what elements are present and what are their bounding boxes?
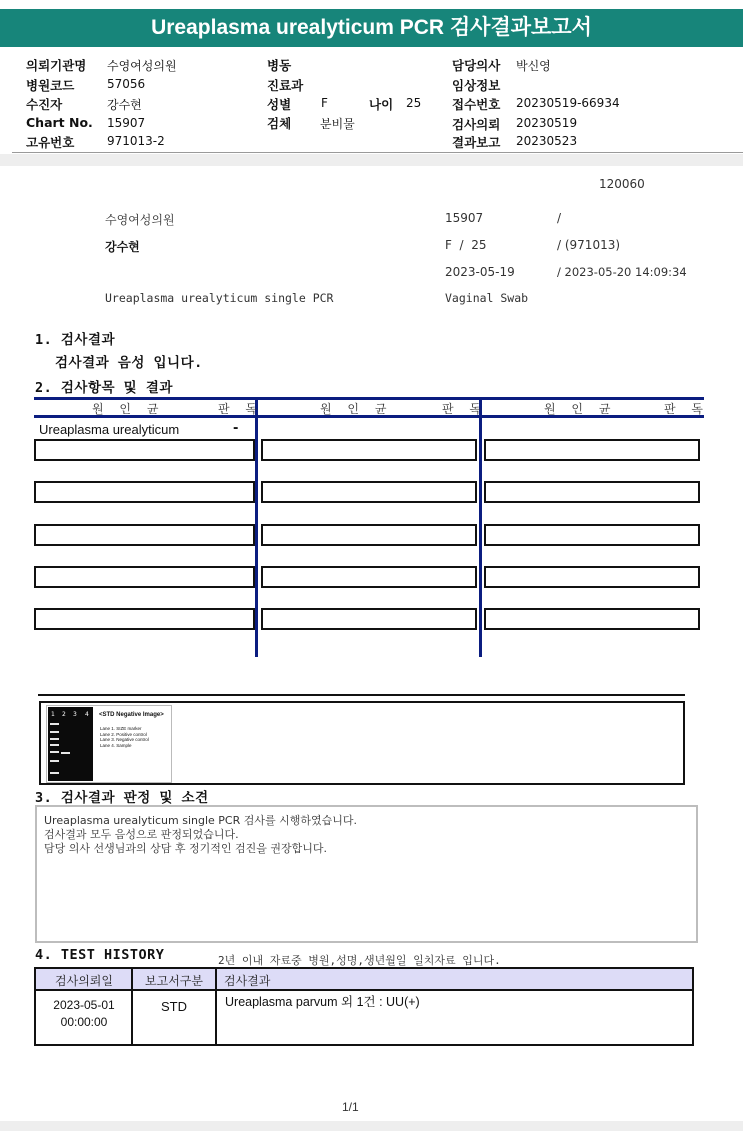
gel-legend-item: Lane 4. Sample — [100, 742, 132, 748]
empty-result-box — [484, 439, 700, 461]
label-hospital-code: 병원코드 — [26, 78, 75, 93]
label-report-date: 결과보고 — [452, 135, 501, 150]
gel-legend — [100, 726, 149, 748]
empty-result-box — [261, 566, 477, 588]
value-hospital-code: 57056 — [107, 77, 146, 91]
history-time: 00:00:00 — [60, 1015, 108, 1029]
col-header-pathogen: 원 인 균 — [320, 402, 393, 416]
value-institution: 수영여성의원 — [107, 59, 177, 73]
col-header-pathogen: 원 인 균 — [92, 402, 165, 416]
gel-band — [50, 731, 59, 733]
lane-label: 2 — [62, 711, 66, 718]
label-clinical-info: 임상정보 — [452, 78, 501, 93]
label-unique-no: 고유번호 — [26, 135, 75, 150]
value-patient: 강수현 — [107, 98, 142, 112]
value-unique-no: 971013-2 — [107, 134, 165, 148]
label-sex: 성별 — [267, 97, 292, 112]
history-header-date: 검사의뢰일 — [55, 974, 113, 988]
label-age: 나이 — [369, 97, 394, 112]
opinion-box — [35, 805, 698, 943]
gel-band — [50, 760, 59, 762]
info-request-date: 2023-05-19 — [445, 265, 515, 279]
gel-band — [50, 751, 59, 753]
history-date: 2023-05-01 — [53, 998, 115, 1012]
opinion-line: Ureaplasma urealyticum single PCR 검사를 시행하였습니다. — [44, 814, 357, 827]
result-pathogen: Ureaplasma urealyticum — [39, 422, 180, 437]
info-sex-age: F / 25 — [445, 238, 487, 252]
gel-legend-item: Lane 1. SIZE marker — [100, 726, 142, 731]
gel-band — [50, 723, 59, 725]
history-col-divider — [131, 969, 133, 1044]
info-specimen: Vaginal Swab — [445, 291, 529, 305]
info-chart: 15907 — [445, 211, 484, 225]
history-header-result: 검사결과 — [224, 974, 271, 988]
empty-result-box — [34, 524, 255, 546]
value-specimen: 분비물 — [320, 117, 355, 131]
empty-result-box — [34, 481, 255, 503]
footer-shade — [0, 1121, 743, 1131]
empty-result-box — [261, 608, 477, 630]
gel-legend-item: Lane 2. Positive control — [100, 731, 147, 737]
info-patient: 강수현 — [105, 240, 140, 254]
gel-image-card — [46, 705, 172, 783]
value-sex: F — [321, 96, 328, 110]
lane-label: 1 — [51, 711, 55, 718]
gel-legend-item: Lane 3. Negative control — [100, 737, 149, 742]
history-header-type: 보고서구분 — [145, 974, 203, 988]
history-result: Ureaplasma parvum 외 1건 : UU(+) — [225, 995, 420, 1009]
label-request-date: 검사의뢰 — [452, 117, 501, 132]
col-header-judgment: 판 독 — [442, 402, 487, 416]
empty-result-box — [484, 566, 700, 588]
gel-image — [48, 707, 93, 781]
value-chart-no: 15907 — [107, 116, 146, 130]
report-title: Ureaplasma urealyticum PCR 검사결과보고서 — [0, 9, 743, 47]
value-age: 25 — [406, 96, 422, 110]
gel-band — [50, 744, 59, 746]
empty-result-box — [34, 566, 255, 588]
result-judgment: - — [233, 421, 239, 436]
section2-title: 2. 검사항목 및 결과 — [35, 380, 173, 396]
value-receipt-no: 20230519-66934 — [516, 96, 620, 110]
history-col-divider — [215, 969, 217, 1044]
page-number: 1/1 — [342, 1100, 359, 1114]
info-report-datetime: / 2023-05-20 14:09:34 — [557, 265, 687, 279]
col-header-judgment: 판 독 — [664, 402, 709, 416]
opinion-text — [44, 814, 357, 856]
value-doctor: 박신영 — [516, 59, 551, 73]
empty-result-box — [484, 481, 700, 503]
header-shade — [0, 154, 743, 166]
label-chart-no: Chart No. — [26, 115, 93, 130]
empty-result-box — [261, 524, 477, 546]
info-test-name: Ureaplasma urealyticum single PCR — [105, 291, 334, 305]
section4-title: 4. TEST HISTORY — [35, 947, 165, 963]
header-divider — [12, 152, 743, 153]
label-institution: 의뢰기관명 — [26, 58, 87, 73]
column-divider — [479, 397, 482, 657]
history-table — [34, 967, 694, 1046]
info-slash: / — [557, 211, 562, 225]
empty-result-box — [484, 524, 700, 546]
lane-label: 4 — [85, 711, 89, 718]
column-divider — [255, 397, 258, 657]
section1-title: 1. 검사결과 — [35, 332, 116, 348]
report-code: 120060 — [599, 177, 645, 191]
label-receipt-no: 접수번호 — [452, 97, 501, 112]
value-request-date: 20230519 — [516, 116, 578, 130]
empty-result-box — [261, 439, 477, 461]
gel-band — [61, 752, 70, 754]
label-specimen: 검체 — [267, 116, 292, 131]
empty-result-box — [34, 608, 255, 630]
section3-title: 3. 검사결과 판정 및 소견 — [35, 790, 209, 806]
col-header-judgment: 판 독 — [218, 402, 263, 416]
empty-result-box — [34, 439, 255, 461]
history-type: STD — [161, 999, 187, 1014]
value-report-date: 20230523 — [516, 134, 578, 148]
empty-result-box — [261, 481, 477, 503]
opinion-line: 담당 의사 선생님과의 상담 후 정기적인 검진을 권장합니다. — [44, 842, 327, 855]
label-patient: 수진자 — [26, 97, 63, 112]
label-department: 진료과 — [267, 78, 304, 93]
opinion-line: 검사결과 모두 음성으로 판정되었습니다. — [44, 828, 239, 841]
info-clinic: 수영여성의원 — [105, 213, 175, 227]
label-doctor: 담당의사 — [452, 58, 501, 73]
col-header-pathogen: 원 인 균 — [544, 402, 617, 416]
gel-title: <STD Negative Image> — [99, 712, 164, 718]
label-ward: 병동 — [267, 58, 292, 73]
empty-result-box — [484, 608, 700, 630]
info-id: / (971013) — [557, 238, 621, 252]
gel-divider — [38, 694, 685, 696]
gel-band — [50, 738, 59, 740]
lane-label: 3 — [73, 711, 77, 718]
gel-band — [50, 772, 59, 774]
history-note: 2년 이내 자료중 병원,성명,생년월일 일치자료 입니다. — [218, 954, 501, 967]
section1-result: 검사결과 음성 입니다. — [55, 355, 203, 371]
